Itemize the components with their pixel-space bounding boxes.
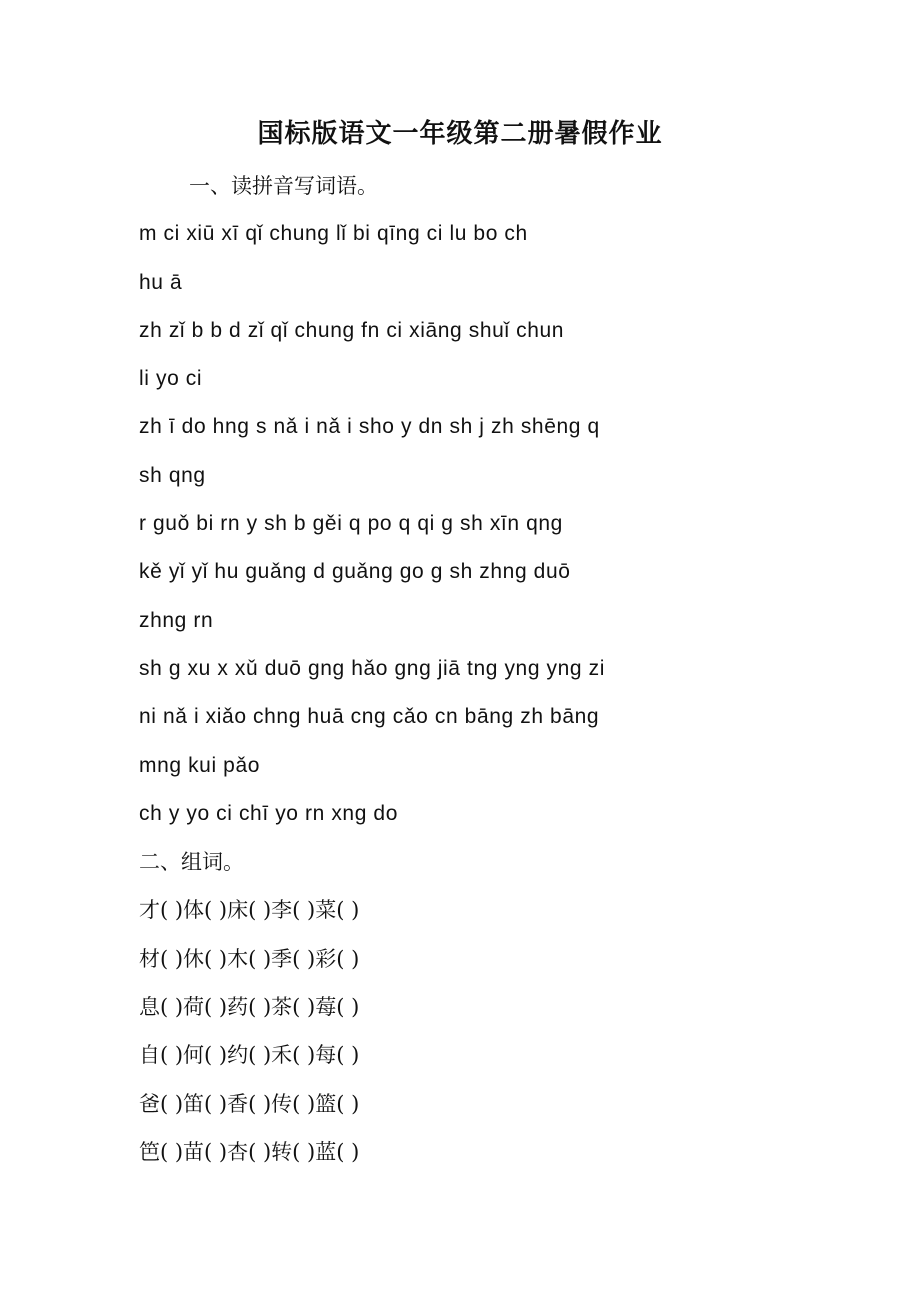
word-group-line: 才( )体( )床( )李( )菜( ) (139, 898, 360, 923)
word-group-line: 材( )休( )木( )季( )彩( ) (139, 946, 360, 971)
pinyin-line: kě yǐ yǐ hu guǎng d guǎng go g sh zhng duō (139, 560, 571, 584)
pinyin-line: r guǒ bi rn y sh b gěi q po q qi g sh xīn qng (139, 512, 563, 536)
document-body (139, 162, 859, 1176)
pinyin-line: zh ī do hng s nǎ i nǎ i sho y dn sh j zh shēng q (139, 415, 600, 439)
word-group-line: 自( )何( )约( )禾( )每( ) (139, 1043, 360, 1068)
word-group-line: 息( )荷( )药( )茶( )莓( ) (139, 995, 360, 1020)
word-group-line: 爸( )笛( )香( )传( )篮( ) (139, 1091, 360, 1116)
pinyin-line: ni nǎ i xiǎo chng huā cng cǎo cn bāng zh bāng (139, 705, 600, 729)
pinyin-line: mng kui pǎo (139, 753, 261, 777)
pinyin-line: hu ā (139, 270, 183, 294)
pinyin-line: zh zǐ b b d zǐ qǐ chung fn ci xiāng shuǐ chun (139, 318, 565, 342)
pinyin-line: li yo ci (139, 367, 203, 391)
section-1-heading: 一、读拼音写词语。 (189, 174, 378, 198)
pinyin-line: sh qng (139, 463, 206, 487)
pinyin-line: ch y yo ci chī yo rn xng do (139, 801, 398, 825)
word-group-line: 笆( )苗( )杏( )转( )蓝( ) (139, 1139, 360, 1164)
document-title: 国标版语文一年级第二册暑假作业 (257, 119, 663, 149)
pinyin-line: m ci xiū xī qǐ chung lǐ bi qīng ci lu bo ch (139, 222, 528, 246)
pinyin-line: zhng rn (139, 608, 214, 632)
pinyin-line: sh g xu x xǔ duō gng hǎo gng jiā tng yng yng zi (139, 656, 606, 680)
section-2-heading: 二、组词。 (139, 850, 244, 875)
